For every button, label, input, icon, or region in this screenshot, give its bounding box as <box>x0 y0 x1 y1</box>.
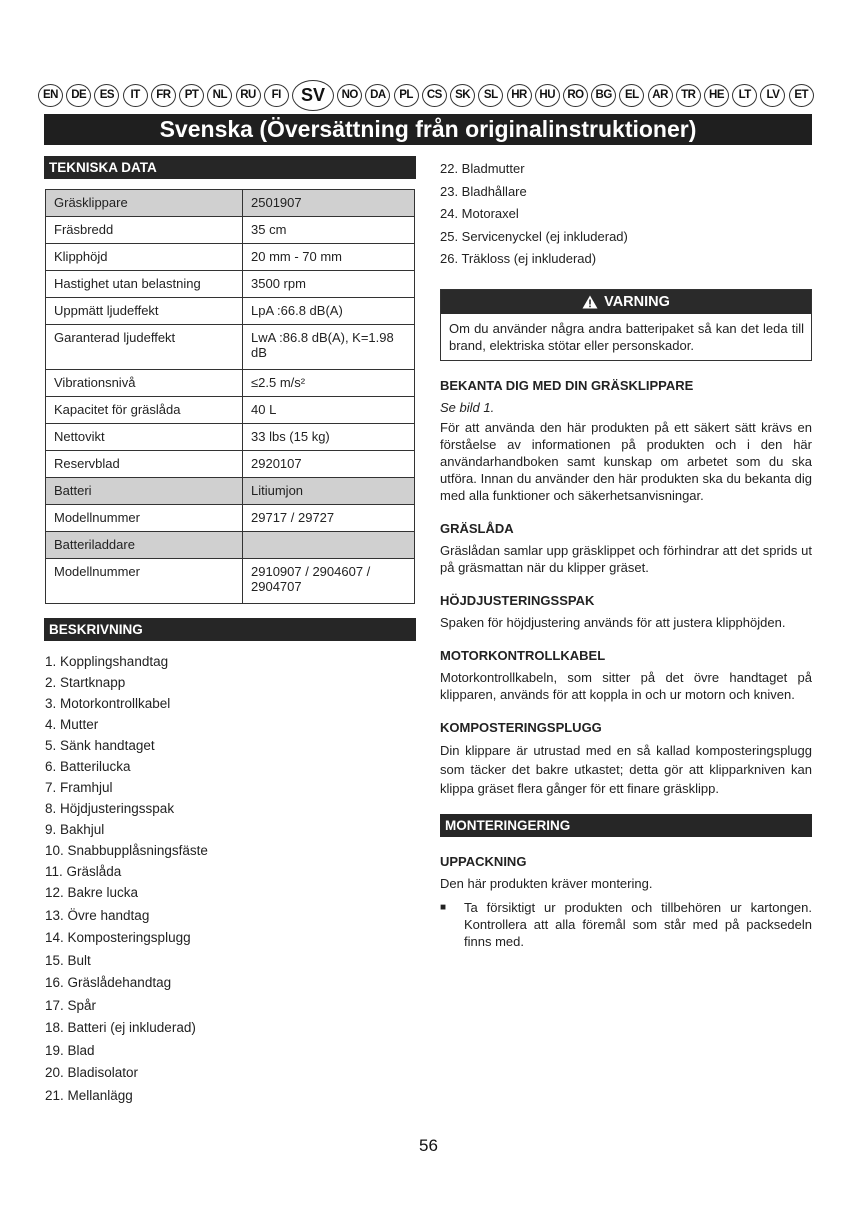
tech-value: LpA :66.8 dB(A) <box>243 298 415 325</box>
language-da: DA <box>365 84 390 107</box>
language-lt: LT <box>732 84 757 107</box>
tech-label: Modellnummer <box>46 559 243 604</box>
list-item: 18. Batteri (ej inkluderad) <box>45 1020 196 1035</box>
tech-row <box>46 478 415 505</box>
language-cs: CS <box>422 84 447 107</box>
list-item: 8. Höjdjusteringsspak <box>45 801 175 816</box>
list-item: 17. Spår <box>45 997 97 1013</box>
list-item: 21. Mellanlägg <box>45 1087 133 1103</box>
tech-row <box>46 190 415 217</box>
hojd-text: Spaken för höjdjustering används för att justera klipphöjden. <box>440 614 786 630</box>
tech-value: 2910907 / 2904607 / 2904707 <box>243 559 415 604</box>
list-item: 5. Sänk handtaget <box>45 738 155 753</box>
language-he: HE <box>704 84 729 107</box>
tech-row <box>46 325 415 370</box>
language-tr: TR <box>676 84 701 107</box>
list-item: 25. Servicenyckel (ej inkluderad) <box>440 228 628 244</box>
language-hr: HR <box>507 84 532 107</box>
language-it: IT <box>123 84 148 107</box>
tech-row <box>46 397 415 424</box>
language-en: EN <box>38 84 63 107</box>
tech-row <box>46 271 415 298</box>
bekanta-heading: BEKANTA DIG MED DIN GRÄSKLIPPARE <box>440 377 694 393</box>
hojd-heading: HÖJDJUSTERINGSSPAK <box>440 592 595 608</box>
list-item: 10. Snabbupplåsningsfäste <box>45 843 208 858</box>
language-de: DE <box>66 84 91 107</box>
language-bg: BG <box>591 84 616 107</box>
language-no: NO <box>337 84 362 107</box>
tech-value: LwA :86.8 dB(A), K=1.98 dB <box>243 325 415 370</box>
warning-header <box>441 290 811 314</box>
language-fi: FI <box>264 84 289 107</box>
uppackning-heading: UPPACKNING <box>440 853 527 869</box>
tech-label: Modellnummer <box>46 505 243 532</box>
language-lv: LV <box>760 84 785 107</box>
tech-value: 40 L <box>243 397 415 424</box>
description-list-continued <box>440 158 812 271</box>
language-selector <box>38 79 814 111</box>
list-item: 11. Gräslåda <box>45 864 122 879</box>
warning-text: Om du använder några andra batteripaket så kan det leda till brand, elektriska stötar eller personskador. <box>449 320 804 353</box>
tech-label: Gräsklippare <box>46 190 243 217</box>
bekanta-text: För att använda den här produkten på ett säkert sätt krävs en förståelse av informationen på produkten och i den här användarhandboken samt kunskap om arbetet som du ska utföra. Innan du använder den här produkten ska du bekanta dig med alla funktioner och säkerhetsanvisningar. <box>440 419 812 503</box>
tech-row <box>46 217 415 244</box>
description-list <box>44 651 416 1107</box>
tech-data-table <box>45 189 415 604</box>
tech-value <box>243 532 415 559</box>
warning-box <box>440 289 812 361</box>
language-fr: FR <box>151 84 176 107</box>
tech-data-heading: TEKNISKA DATA <box>44 156 416 179</box>
language-hu: HU <box>535 84 560 107</box>
language-pl: PL <box>394 84 419 107</box>
kompost-heading: KOMPOSTERINGSPLUGG <box>440 719 602 735</box>
list-item: 2. Startknapp <box>45 675 126 690</box>
montering-heading: MONTERINGERING <box>440 814 812 837</box>
list-item: 9. Bakhjul <box>45 822 105 837</box>
tech-row <box>46 370 415 397</box>
tech-label: Hastighet utan belastning <box>46 271 243 298</box>
language-ru: RU <box>236 84 261 107</box>
list-item: 22. Bladmutter <box>440 161 525 176</box>
language-ro: RO <box>563 84 588 107</box>
motor-heading: MOTORKONTROLLKABEL <box>440 647 606 663</box>
tech-label: Kapacitet för gräslåda <box>46 397 243 424</box>
list-item: 3. Motorkontrollkabel <box>45 696 171 711</box>
graslada-text: Gräslådan samlar upp gräsklippet och förhindrar att det sprids ut på gräsmattan när du klipper gräset. <box>440 542 812 575</box>
tech-row <box>46 298 415 325</box>
language-nl: NL <box>207 84 232 107</box>
list-item: 12. Bakre lucka <box>45 885 139 900</box>
warning-triangle-icon <box>582 295 598 309</box>
language-es: ES <box>94 84 119 107</box>
list-item: 13. Övre handtag <box>45 907 150 923</box>
tech-value: 20 mm - 70 mm <box>243 244 415 271</box>
tech-value: Litiumjon <box>243 478 415 505</box>
tech-label: Klipphöjd <box>46 244 243 271</box>
motor-text: Motorkontrollkabeln, som sitter på det övre handtaget på klipparen, används för att koppla in och ur motorn och kniven. <box>440 669 812 702</box>
list-item: 14. Komposteringsplugg <box>45 930 191 945</box>
tech-row <box>46 505 415 532</box>
tech-value: 2501907 <box>243 190 415 217</box>
list-item: 4. Mutter <box>45 717 99 732</box>
warning-title: VARNING <box>604 293 670 310</box>
tech-value: 29717 / 29727 <box>243 505 415 532</box>
tech-value: 2920107 <box>243 451 415 478</box>
tech-row <box>46 559 415 604</box>
tech-label: Vibrationsnivå <box>46 370 243 397</box>
language-et: ET <box>789 84 814 107</box>
tech-value: 35 cm <box>243 217 415 244</box>
uppackning-bullet <box>440 899 812 950</box>
language-sk: SK <box>450 84 475 107</box>
tech-value: ≤2.5 m/s² <box>243 370 415 397</box>
page-number: 56 <box>419 1136 438 1155</box>
list-item: 16. Gräslådehandtag <box>45 975 172 990</box>
page-title: Svenska (Översättning från originalinstruktioner) <box>44 114 812 145</box>
list-item: 7. Framhjul <box>45 780 113 795</box>
language-ar: AR <box>648 84 673 107</box>
tech-label: Reservblad <box>46 451 243 478</box>
right-column <box>440 158 812 950</box>
list-item: 26. Träkloss (ej inkluderad) <box>440 251 597 266</box>
list-item: 19. Blad <box>45 1042 95 1058</box>
tech-label: Fräsbredd <box>46 217 243 244</box>
tech-label: Uppmätt ljudeffekt <box>46 298 243 325</box>
tech-row <box>46 451 415 478</box>
tech-row <box>46 532 415 559</box>
bekanta-figure-ref: Se bild 1. <box>440 399 495 415</box>
left-column <box>44 156 416 1107</box>
list-item: 24. Motoraxel <box>440 206 519 221</box>
tech-row <box>46 424 415 451</box>
list-item: 23. Bladhållare <box>440 183 527 199</box>
tech-label: Batteri <box>46 478 243 505</box>
list-item: 6. Batterilucka <box>45 759 131 774</box>
tech-label: Nettovikt <box>46 424 243 451</box>
tech-value: 3500 rpm <box>243 271 415 298</box>
tech-label: Garanterad ljudeffekt <box>46 325 243 370</box>
list-item: 15. Bult <box>45 952 91 968</box>
tech-label: Batteriladdare <box>46 532 243 559</box>
bullet-square-icon: ■ <box>440 901 447 913</box>
description-heading: BESKRIVNING <box>44 618 416 641</box>
tech-row <box>46 244 415 271</box>
uppackning-bullet-text: Ta försiktigt ur produkten och tillbehören ur kartongen. Kontrollera att alla föremål som står med på packsedeln finns med. <box>464 899 812 949</box>
kompost-text: Din klippare är utrustad med en så kallad komposteringsplugg som täcker det bakre utkastet; detta gör att klipparkniven kan klippa gräset flera gånger för ett finare gräsklipp. <box>440 742 812 796</box>
graslada-heading: GRÄSLÅDA <box>440 520 514 536</box>
list-item: 1. Kopplingshandtag <box>45 654 169 669</box>
language-el: EL <box>619 84 644 107</box>
list-item: 20. Bladisolator <box>45 1065 139 1080</box>
language-sl: SL <box>478 84 503 107</box>
uppackning-text: Den här produkten kräver montering. <box>440 875 653 891</box>
language-sv: SV <box>292 80 334 111</box>
language-pt: PT <box>179 84 204 107</box>
tech-value: 33 lbs (15 kg) <box>243 424 415 451</box>
